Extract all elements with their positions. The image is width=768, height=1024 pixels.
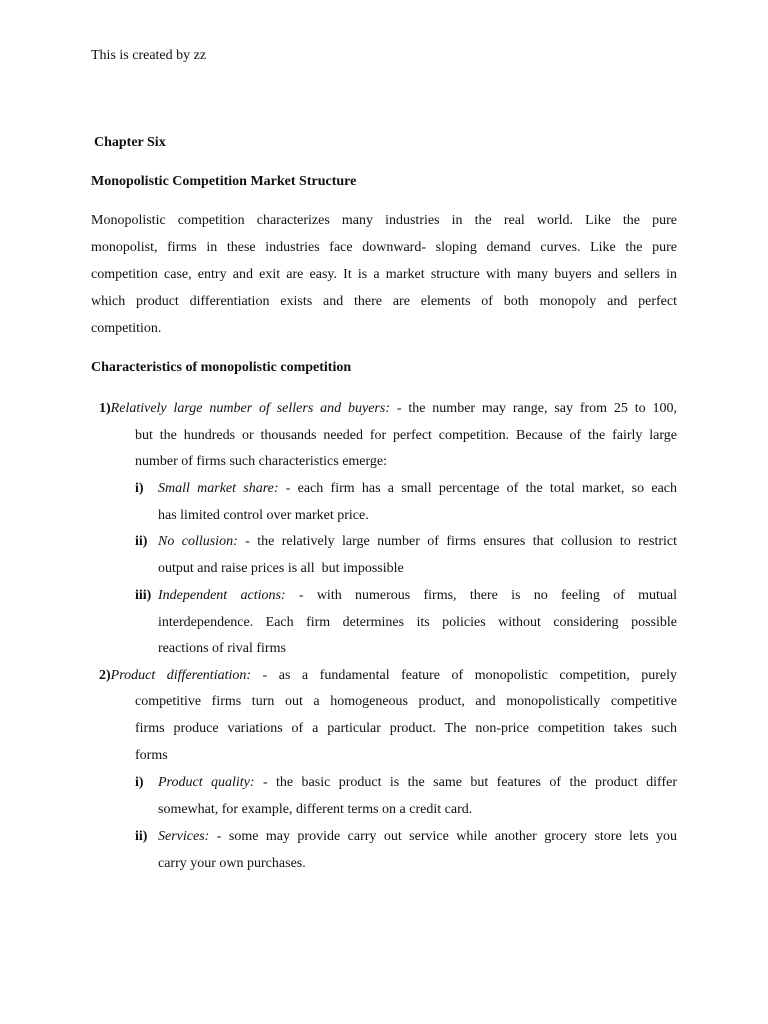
subitem-text: - with numerous firms, there is no feeling of mutual [285, 588, 677, 603]
subitem-first-line [158, 587, 677, 605]
list-item-term: Product differentiation: [110, 668, 252, 683]
list-item-line: competitive firms turn out a homogeneous product, and monopolistically competitive [135, 694, 677, 709]
intro-line: Monopolistic competition characterizes many industries in the real world. Like the pure [91, 213, 677, 228]
subitem-number: ii) [135, 829, 148, 844]
subitem-line: output and raise prices is all but impossible [158, 561, 404, 576]
list-item-first-line [99, 667, 677, 685]
subitem-line: interdependence. Each firm determines its policies without considering possible [158, 615, 677, 630]
subitem-first-line [158, 533, 677, 551]
list-item-line: forms [135, 748, 168, 763]
subitem-line: somewhat, for example, different terms on a credit card. [158, 802, 473, 817]
list-item-line: number of firms such characteristics emerge: [135, 454, 388, 469]
list-item-line: firms produce variations of a particular product. The non-price competition takes such [135, 721, 677, 736]
subitem-first-line [158, 774, 677, 792]
subitem-term: Product quality: [158, 775, 255, 790]
subitem-first-line [158, 828, 677, 846]
list-item-number: 2) [99, 668, 111, 683]
subitem-number: i) [135, 481, 144, 496]
subitem-term: No collusion: [158, 534, 238, 549]
list-item-line: but the hundreds or thousands needed for perfect competition. Because of the fairly large [135, 428, 677, 443]
intro-line: monopolist, firms in these industries face downward- sloping demand curves. Like the pure [91, 240, 677, 255]
subitem-term: Independent actions: [158, 588, 286, 603]
intro-line: competition. [91, 321, 162, 336]
subitem-first-line [158, 480, 677, 498]
subitem-text: - the basic product is the same but features of the product differ [254, 775, 677, 790]
intro-line: competition case, entry and exit are easy. It is a market structure with many buyers and sellers in [91, 267, 677, 282]
subitem-text: - the relatively large number of firms ensures that collusion to restrict [237, 534, 677, 549]
subitem-line: has limited control over market price. [158, 508, 369, 523]
subitem-text: - each firm has a small percentage of the total market, so each [278, 481, 678, 496]
intro-line: which product differentiation exists and there are elements of both monopoly and perfect [91, 294, 677, 309]
section-heading: Characteristics of monopolistic competition [91, 360, 352, 375]
chapter-title: Monopolistic Competition Market Structure [91, 174, 357, 189]
subitem-term: Small market share: [158, 481, 279, 496]
subitem-line: carry your own purchases. [158, 856, 306, 871]
subitem-text: - some may provide carry out service while another grocery store lets you [209, 829, 677, 844]
list-item-number: 1) [99, 401, 111, 416]
subitem-term: Services: [158, 829, 210, 844]
subitem-number: i) [135, 775, 144, 790]
list-item-text: - as a fundamental feature of monopolistic competition, purely [251, 668, 677, 683]
list-item-first-line [99, 400, 677, 418]
list-item-term: Relatively large number of sellers and buyers: [110, 401, 390, 416]
created-by-line: This is created by zz [91, 48, 207, 63]
subitem-number: iii) [135, 588, 152, 603]
subitem-number: ii) [135, 534, 148, 549]
subitem-line: reactions of rival firms [158, 641, 286, 656]
list-item-text: - the number may range, say from 25 to 100, [389, 401, 677, 416]
chapter-number: Chapter Six [94, 135, 166, 150]
